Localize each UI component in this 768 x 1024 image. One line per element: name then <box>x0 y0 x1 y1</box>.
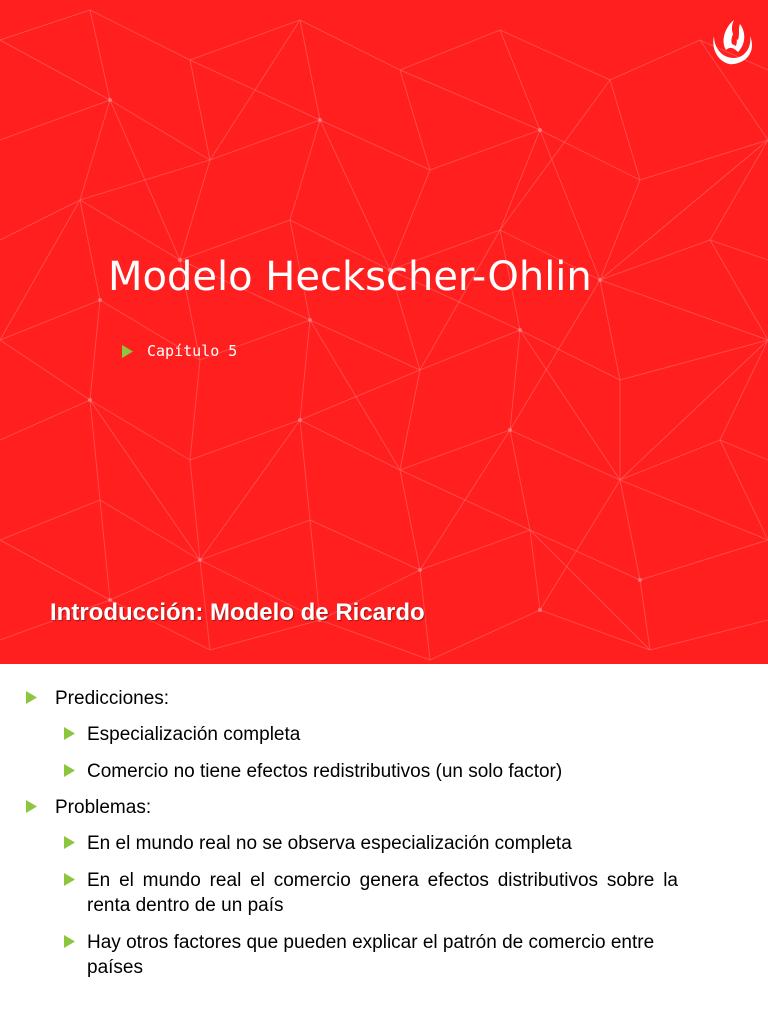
list-item <box>64 930 678 980</box>
bullet-text: En el mundo real el comercio genera efectos distributivos sobre la renta dentro de un país <box>87 870 678 916</box>
slide-subtitle: Capítulo 5 <box>147 342 238 360</box>
list-item <box>64 722 678 747</box>
university-logo-icon <box>704 14 760 70</box>
list-item <box>26 795 151 820</box>
bullet-text: Hay otros factores que pueden explicar el patrón de comercio entre países <box>87 932 655 978</box>
bullet-arrow-icon <box>64 873 75 886</box>
bullet-arrow-icon <box>64 727 75 740</box>
bullet-text: Predicciones: <box>55 688 170 709</box>
bullet-text: En el mundo real no se observa especialización completa <box>87 833 572 854</box>
bullet-text: Comercio no tiene efectos redistributivos (un solo factor) <box>87 761 563 782</box>
list-item <box>26 686 169 711</box>
list-item <box>64 868 678 918</box>
subtitle-row <box>122 340 237 362</box>
slide-title: Modelo Heckscher-Ohlin <box>108 254 592 300</box>
bullet-text: Problemas: <box>55 797 152 818</box>
bullet-arrow-icon <box>26 800 37 813</box>
bullet-arrow-icon <box>64 836 75 849</box>
bullet-arrow-icon <box>26 691 37 704</box>
section-title: Introducción: Modelo de Ricardo <box>50 599 425 626</box>
bullet-arrow-icon <box>64 935 75 948</box>
bullet-text: Especialización completa <box>87 724 301 745</box>
bullet-arrow-icon <box>122 345 133 358</box>
bullet-arrow-icon <box>64 764 75 777</box>
list-item <box>64 831 678 856</box>
list-item <box>64 759 678 784</box>
